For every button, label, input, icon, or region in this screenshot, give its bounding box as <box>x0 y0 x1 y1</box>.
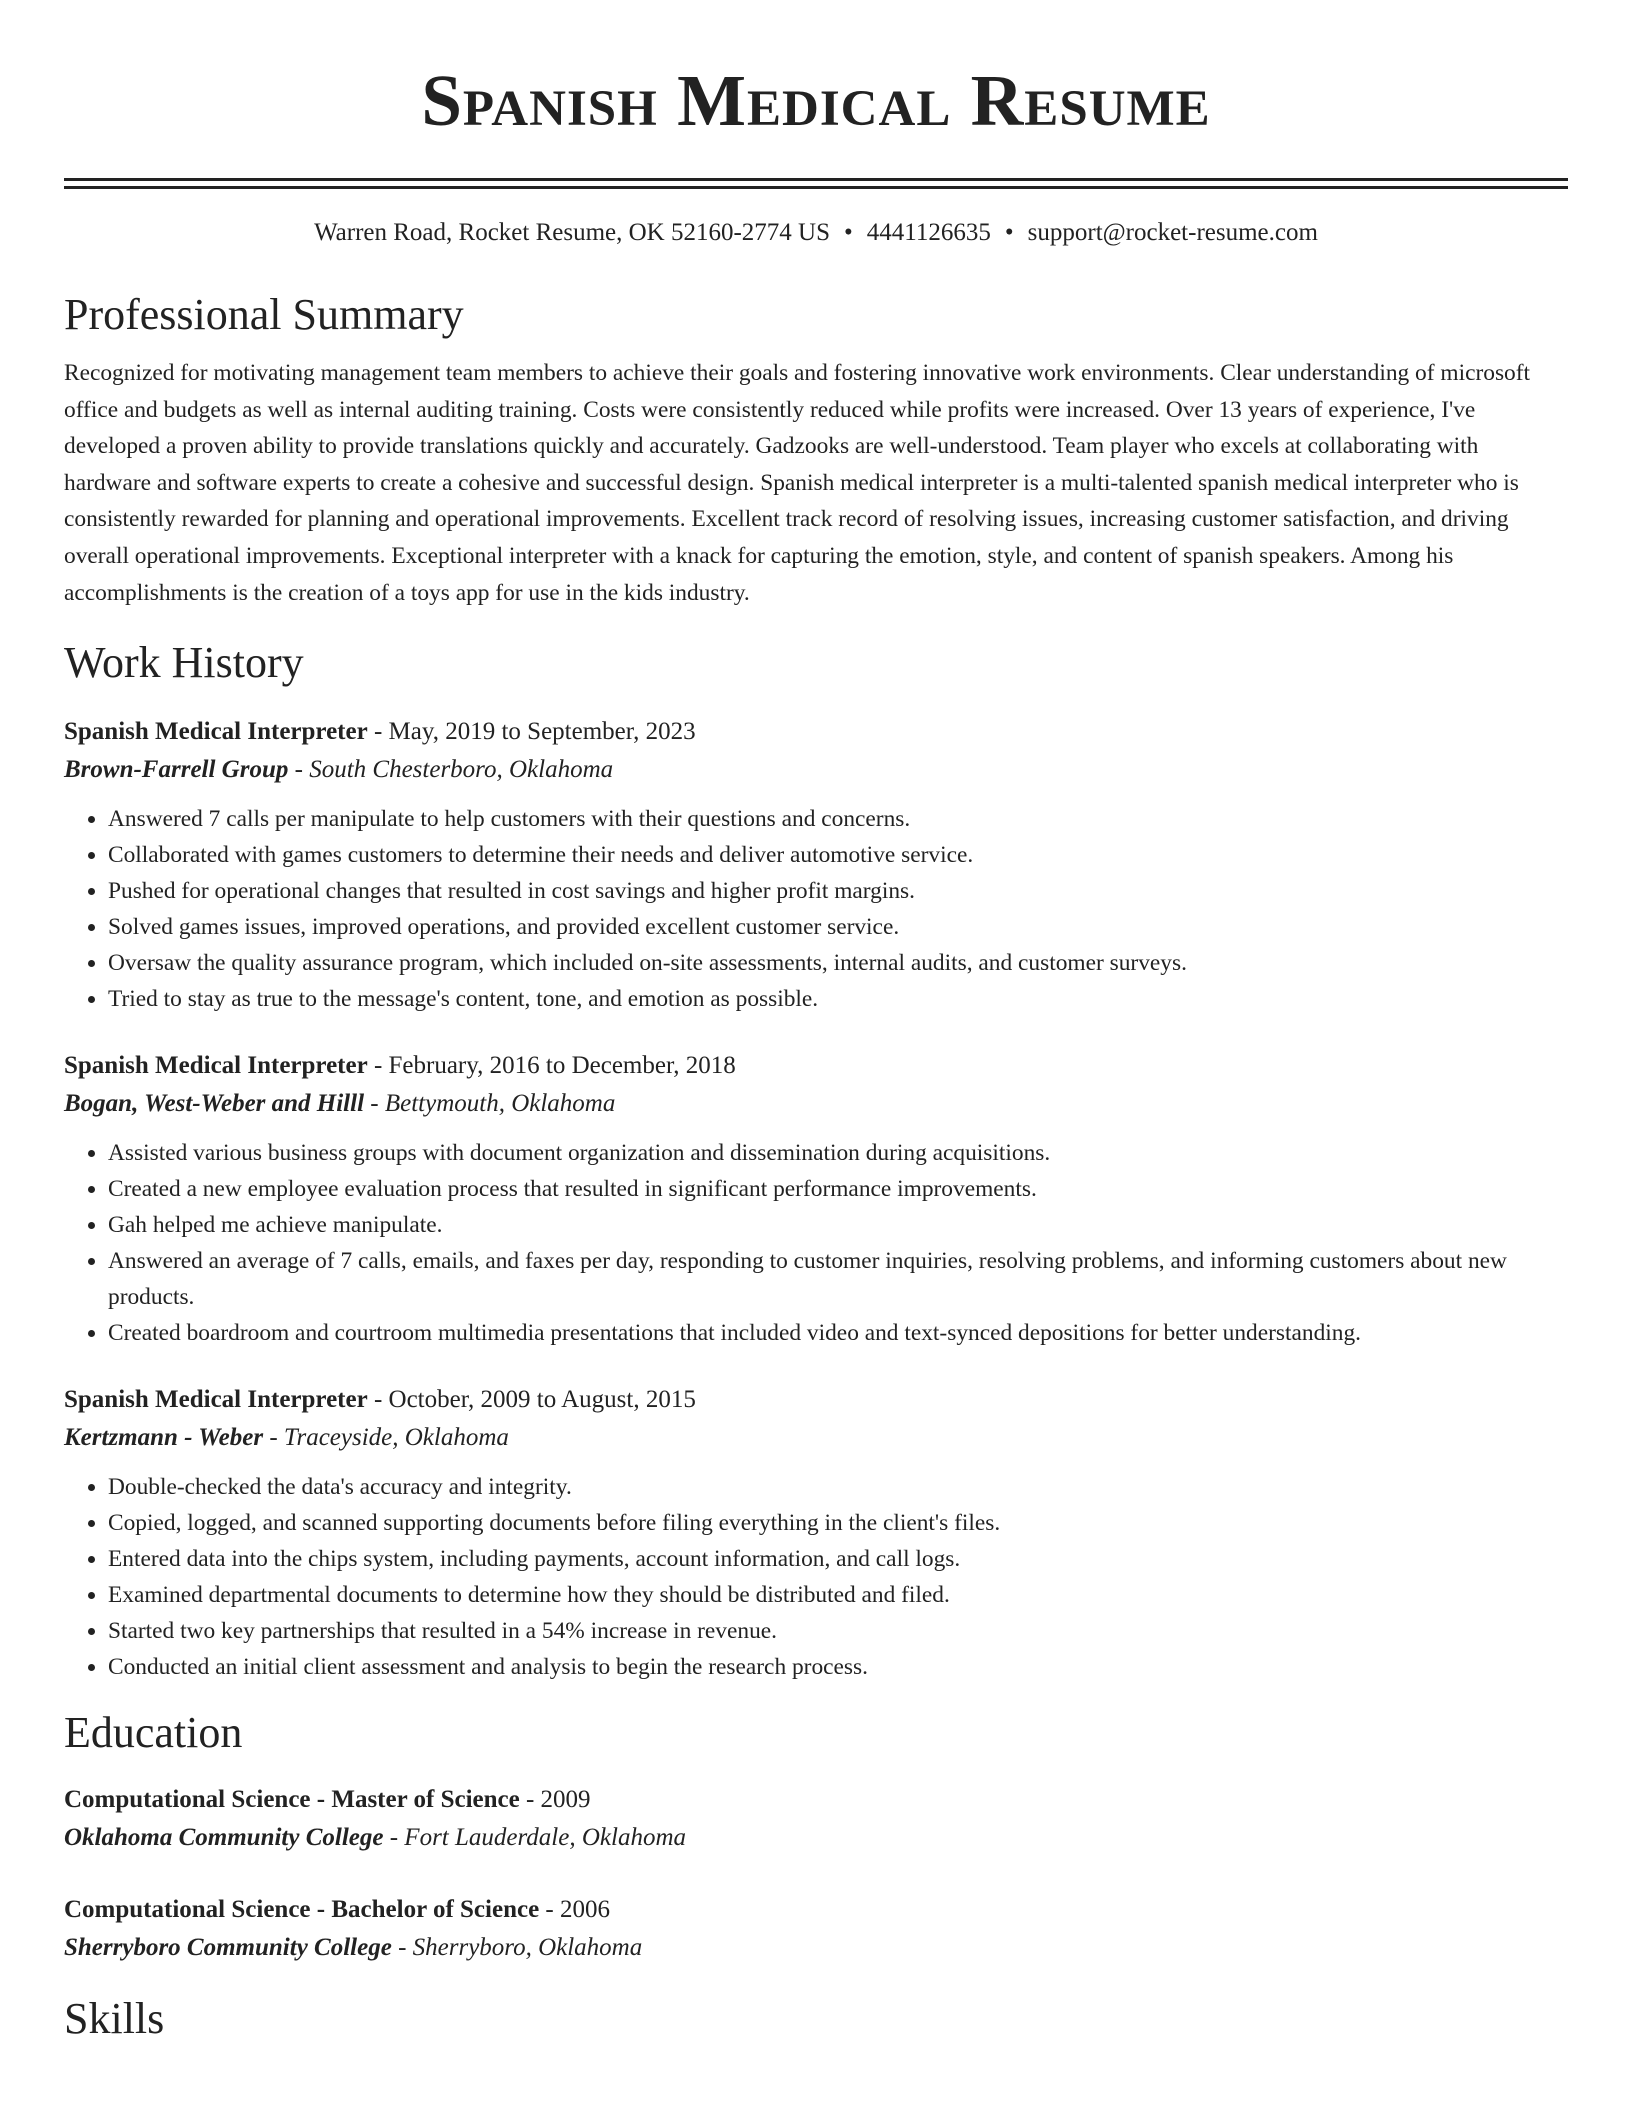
contact-address: Warren Road, Rocket Resume, OK 52160-2774 US <box>314 219 831 246</box>
job-dates: - May, 2019 to September, 2023 <box>367 718 696 746</box>
job-bullet: • Created boardroom and courtroom multimedia presentations that included video and text-synced depositions for better understanding. <box>108 1315 1568 1351</box>
job-dates: - October, 2009 to August, 2015 <box>367 1386 696 1414</box>
job-bullet: • Examined departmental documents to determine how they should be distributed and filed. <box>108 1577 1568 1613</box>
job-bullet: • Copied, logged, and scanned supporting documents before filing everything in the client's files. <box>108 1505 1568 1541</box>
job-bullet: • Double-checked the data's accuracy and integrity. <box>108 1469 1568 1505</box>
degree-year: - 2009 <box>519 1786 591 1814</box>
job-bullet: • Entered data into the chips system, including payments, account information, and call logs. <box>108 1541 1568 1577</box>
job-title: Spanish Medical Interpreter <box>64 718 368 746</box>
job-title-line <box>64 1047 1568 1085</box>
work-history-heading: Work History <box>64 638 304 688</box>
job-bullet: • Tried to stay as true to the message's content, tone, and emotion as possible. <box>108 981 1568 1017</box>
school-name: Sherryboro Community College <box>64 1934 392 1962</box>
job-title: Spanish Medical Interpreter <box>64 1052 368 1080</box>
job-location: - South Chesterboro, Oklahoma <box>288 756 614 784</box>
job-location: - Bettymouth, Oklahoma <box>364 1090 616 1118</box>
job-entry <box>64 713 1568 1017</box>
resume-title: Spanish Medical Resume <box>421 60 1211 141</box>
job-bullet: • Answered 7 calls per manipulate to help customers with their questions and concerns. <box>108 801 1568 837</box>
contact-separator: • <box>844 219 853 246</box>
education-heading: Education <box>64 1708 243 1758</box>
job-entry <box>64 1047 1568 1351</box>
skills-heading: Skills <box>64 1994 165 2044</box>
job-bullet: • Conducted an initial client assessment and analysis to begin the research process. <box>108 1649 1568 1685</box>
job-bullet: • Assisted various business groups with document organization and dissemination during acquisitions. <box>108 1135 1568 1171</box>
education-entry <box>64 1781 1568 1857</box>
job-bullet: • Answered an average of 7 calls, emails, and faxes per day, responding to customer inquiries, resolving problems, and informing customers about new products. <box>108 1243 1568 1315</box>
school-line <box>64 1819 1568 1857</box>
contact-separator: • <box>1004 219 1014 246</box>
job-bullet: • Pushed for operational changes that resulted in cost savings and higher profit margins. <box>108 873 1568 909</box>
job-bullets <box>64 1135 1568 1351</box>
job-title: Spanish Medical Interpreter <box>64 1386 368 1414</box>
job-title-line <box>64 1381 1568 1419</box>
job-bullet: • Oversaw the quality assurance program, which included on-site assessments, internal audits, and customer surveys. <box>108 945 1568 981</box>
school-name: Oklahoma Community College <box>64 1824 384 1852</box>
job-company: Brown-Farrell Group <box>64 756 289 784</box>
job-bullets <box>64 1469 1568 1685</box>
job-company-line <box>64 1085 1568 1123</box>
job-company-line <box>64 1419 1568 1457</box>
contact-phone: 4441126635 <box>866 219 991 246</box>
degree-line <box>64 1781 1568 1819</box>
job-dates: - February, 2016 to December, 2018 <box>367 1052 736 1080</box>
job-location: - Traceyside, Oklahoma <box>263 1424 509 1452</box>
school-line <box>64 1929 1568 1967</box>
school-location: - Sherryboro, Oklahoma <box>391 1934 643 1962</box>
job-title-line <box>64 713 1568 751</box>
school-location: - Fort Lauderdale, Oklahoma <box>383 1824 686 1852</box>
degree-year: - 2006 <box>539 1896 610 1924</box>
degree-name: Computational Science - Bachelor of Science <box>64 1896 540 1924</box>
job-bullet: • Solved games issues, improved operations, and provided excellent customer service. <box>108 909 1568 945</box>
title-double-rule <box>64 178 1568 189</box>
summary-heading: Professional Summary <box>64 290 464 339</box>
education-entry <box>64 1891 1568 1967</box>
job-bullet: • Created a new employee evaluation process that resulted in significant performance improvements. <box>108 1171 1568 1207</box>
degree-name: Computational Science - Master of Science <box>64 1786 520 1814</box>
job-company: Bogan, West-Weber and Hilll <box>64 1090 365 1118</box>
job-bullets <box>64 801 1568 1017</box>
degree-line <box>64 1891 1568 1929</box>
job-bullet: • Gah helped me achieve manipulate. <box>108 1207 1568 1243</box>
job-company-line <box>64 751 1568 789</box>
summary-text: Recognized for motivating management team members to achieve their goals and fostering innovative work environments. Clear understanding of microsoft office and budgets as well as internal auditing training. Costs were consistently reduced while profits were increased. Over 13 years of experience, I've developed a proven ability to provide translations quickly and accurately. Gadzooks are well-understood. Team player who excels at collaborating with hardware and software experts to create a cohesive and successful design. Spanish medical interpreter is a multi-talented spanish medical interpreter who is consistently rewarded for planning and operational improvements. Excellent track record of resolving issues, increasing customer satisfaction, and driving overall operational improvements. Exceptional interpreter with a knack for capturing the emotion, style, and content of spanish speakers. Among his accomplishments is the creation of a toys app for use in the kids industry. <box>64 360 1531 606</box>
job-bullet: • Collaborated with games customers to determine their needs and deliver automotive service. <box>108 837 1568 873</box>
contact-email: support@rocket-resume.com <box>1027 219 1318 246</box>
job-company: Kertzmann - Weber <box>64 1424 264 1452</box>
contact-line <box>64 217 1568 249</box>
job-bullet: • Started two key partnerships that resulted in a 54% increase in revenue. <box>108 1613 1568 1649</box>
job-entry <box>64 1381 1568 1685</box>
